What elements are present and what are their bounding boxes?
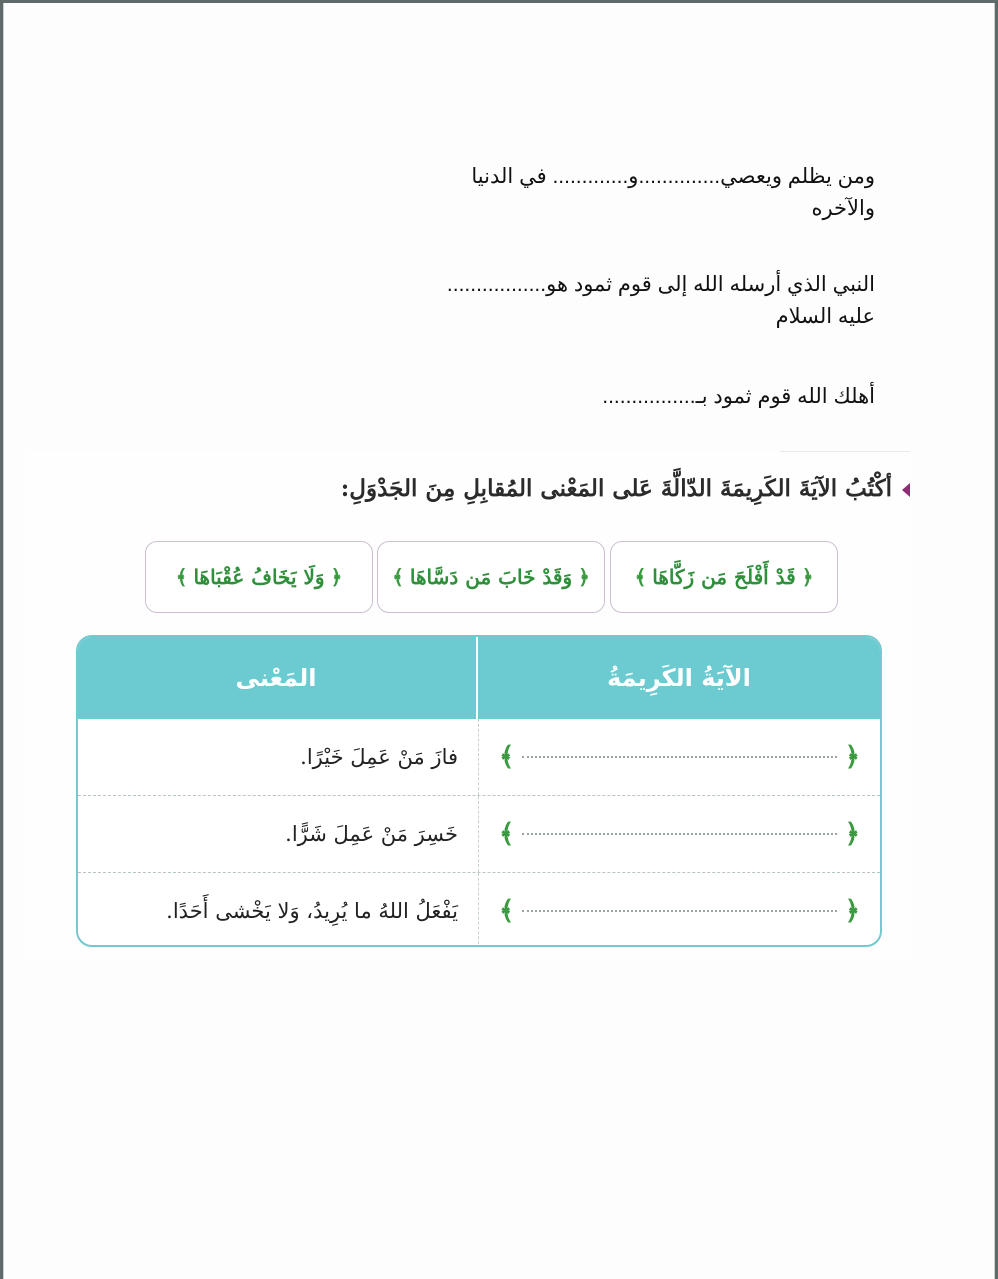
divider <box>780 451 910 452</box>
question-2-line-2: عليه السلام <box>775 305 875 328</box>
ayah-answer-cell <box>478 719 880 795</box>
answer-blank-line <box>522 910 837 912</box>
ayah-option-3 <box>145 541 373 613</box>
meaning-cell: يَفْعَلُ اللهُ ما يُرِيدُ، وَلا يَخْشى أَحَدًا. <box>166 899 458 923</box>
ornament-close-icon: ﴾ <box>175 565 188 589</box>
ayah-option-text: وَلَا يَخَافُ عُقْبَاهَا <box>193 565 325 589</box>
bullet-triangle-icon <box>902 483 910 497</box>
ayah-option-text: قَدْ أَفْلَحَ مَن زَكَّاهَا <box>652 565 796 589</box>
answer-blank-line <box>522 833 837 835</box>
table-body <box>78 719 880 947</box>
question-3 <box>515 381 875 413</box>
ayah-option-text: وَقَدْ خَابَ مَن دَسَّاهَا <box>409 565 573 589</box>
ornament-open-icon: ﴿ <box>330 565 343 589</box>
header-meaning: المَعْنى <box>235 664 317 692</box>
ornament-close-icon: ﴾ <box>499 742 515 772</box>
question-2-line-1: النبي الذي أرسله الله إلى قوم ثمود هو................. <box>446 273 875 296</box>
ornament-open-icon: ﴿ <box>844 742 860 772</box>
ayah-answer-cell <box>478 796 880 872</box>
answer-blank-line <box>522 756 837 758</box>
ayah-answer-cell <box>478 873 880 947</box>
exercise-instruction <box>290 475 910 502</box>
ornament-open-icon: ﴿ <box>844 819 860 849</box>
instruction-text: أكْتُبُ الآيَةَ الكَرِيمَةَ الدّالَّةَ عَلى المَعْنى المُقابِلِ مِنَ الجَدْوَلِ: <box>340 475 892 502</box>
scanned-exercise <box>25 451 910 961</box>
question-1 <box>375 161 875 225</box>
ornament-close-icon: ﴾ <box>634 565 647 589</box>
question-1-line-2: والآخره <box>811 197 875 220</box>
ornament-open-icon: ﴿ <box>844 896 860 926</box>
ornament-close-icon: ﴾ <box>392 565 404 589</box>
matching-table <box>76 635 882 947</box>
ornament-open-icon: ﴿ <box>801 565 814 589</box>
ornament-close-icon: ﴾ <box>499 819 515 849</box>
ornament-close-icon: ﴾ <box>499 896 515 926</box>
table-header <box>78 637 880 719</box>
question-2 <box>385 269 875 333</box>
question-3-line-1: أهلك الله قوم ثمود بـ................ <box>602 385 875 408</box>
table-row <box>78 719 880 796</box>
header-ayah: الآيَةُ الكَرِيمَةُ <box>476 637 880 719</box>
table-row <box>78 873 880 947</box>
table-row <box>78 796 880 873</box>
ayah-option-1 <box>610 541 838 613</box>
ornament-open-icon: ﴿ <box>578 565 590 589</box>
meaning-cell: خَسِرَ مَنْ عَمِلَ شَرًّا. <box>285 822 458 846</box>
meaning-cell: فازَ مَنْ عَمِلَ خَيْرًا. <box>300 745 458 769</box>
question-1-line-1: ومن يظلم ويعصي..............و............. في الدنيا <box>471 165 875 188</box>
ayah-option-2 <box>377 541 605 613</box>
